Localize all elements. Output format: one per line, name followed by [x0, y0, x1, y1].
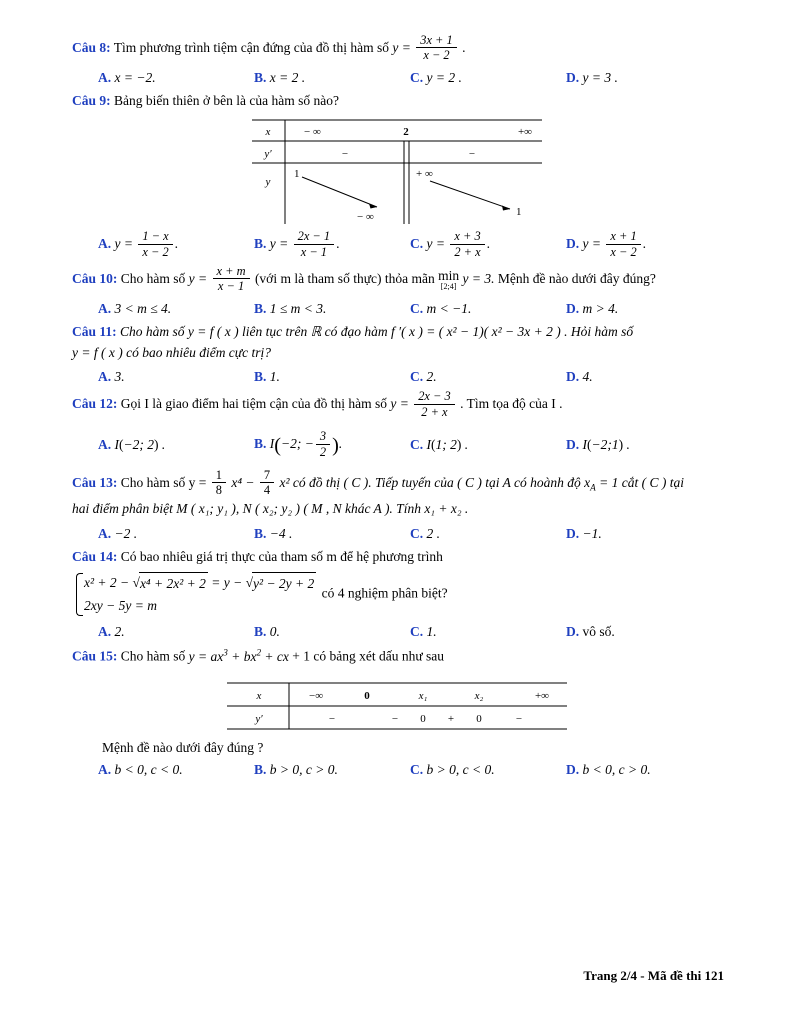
page-footer: Trang 2/4 - Mã đề thi 121 — [583, 968, 724, 983]
question-13 — [72, 469, 722, 541]
option-10-A-text: 3 < m ≤ 4. — [114, 300, 172, 316]
option-15-D-text: b < 0, c > 0. — [582, 761, 651, 777]
option-8-C-letter: C. — [410, 69, 424, 85]
option-8-A-letter: A. — [98, 69, 112, 85]
option-14-C[interactable] — [410, 624, 566, 640]
question-10-min — [438, 269, 459, 292]
option-14-A-letter: A. — [98, 624, 112, 640]
question-12-frac-den: 2 + x — [421, 404, 448, 419]
option-10-A-letter: A. — [98, 300, 112, 316]
question-13-frac-2 — [260, 468, 274, 498]
option-10-C[interactable] — [410, 301, 566, 317]
option-9-C-den: 2 + x — [454, 244, 481, 259]
option-9-C-tail: . — [486, 236, 491, 252]
question-13-frac-1 — [212, 468, 226, 498]
option-10-B[interactable] — [254, 301, 410, 317]
question-11-options — [72, 369, 722, 385]
option-8-D[interactable] — [566, 70, 722, 86]
option-15-A[interactable] — [98, 762, 254, 778]
svg-text:−: − — [341, 148, 349, 161]
question-15-text: Cho hàm số $y = ax^3 + bx^2$ + cx + 1 có bảng xét dấu như sau — [120, 647, 445, 664]
question-13-label: Câu 13: — [72, 474, 118, 490]
question-13-options — [72, 526, 722, 542]
question-12-formula: y = $\frac{2x - 3}{2 + x}$ — [390, 396, 460, 411]
svg-text:x₂: x₂ — [474, 689, 484, 702]
option-9-D-den: x − 2 — [610, 244, 637, 259]
option-12-C[interactable] — [410, 437, 566, 453]
variation-table-9 — [252, 119, 542, 224]
option-11-A-text: 3. — [114, 369, 125, 385]
question-13-line-1c: x² có đồ thị ( C ). Tiếp tuyến của ( C ) tại A có hoành độ x — [279, 474, 591, 490]
option-11-C[interactable] — [410, 369, 566, 385]
svg-text:+∞: +∞ — [534, 689, 549, 702]
question-15-sign-table-wrap — [72, 682, 722, 732]
question-13-line-2: hai điểm phân biệt M ( x₁; y₁ ), N ( x₂; y₂ ) ( M , N khác A ). Tính x₁ + x₂ . — [72, 500, 469, 516]
svg-text:+ ∞: + ∞ — [416, 168, 433, 181]
svg-text:y: y — [265, 176, 271, 189]
option-13-A-letter: A. — [98, 525, 112, 541]
question-12-text-2: . Tìm tọa độ của I . — [460, 396, 563, 412]
option-11-D-text: 4. — [582, 369, 593, 385]
question-12-text-1: Gọi I là giao điểm hai tiệm cận của đồ thị hàm số — [120, 396, 387, 412]
question-8-stem — [72, 34, 722, 64]
question-8-text: Tìm phương trình tiệm cận đứng của đồ thị hàm số — [113, 39, 390, 55]
option-9-D-tail: . — [642, 236, 647, 252]
question-12-stem — [72, 390, 722, 420]
option-15-C-letter: C. — [410, 761, 424, 777]
option-13-B-letter: B. — [254, 525, 267, 541]
question-13-frac-1-num: 1 — [212, 468, 226, 483]
sign-table-15 — [227, 682, 567, 732]
option-9-B-den: x − 1 — [300, 244, 328, 259]
option-9-C[interactable]: C. y = $\frac{x + 3}{2 + x}$ . — [410, 229, 491, 259]
question-8-frac-num: 3x + 1 — [416, 33, 457, 48]
question-11-stem — [72, 322, 722, 343]
option-15-B-letter: B. — [254, 761, 267, 777]
option-15-A-letter: A. — [98, 761, 112, 777]
option-14-D-letter: D. — [566, 624, 580, 640]
option-14-B[interactable] — [254, 624, 410, 640]
option-10-C-text: m < −1. — [426, 300, 472, 316]
svg-text:− ∞: − ∞ — [357, 211, 374, 224]
option-13-D-text: −1. — [582, 525, 602, 541]
question-8-formula: y = $\frac{3x + 1}{x - 2}$ . — [392, 33, 466, 63]
option-11-C-text: 2. — [426, 369, 437, 385]
svg-text:0: 0 — [364, 689, 370, 702]
option-8-D-letter: D. — [566, 69, 580, 85]
option-12-D-text: I(−2;1) . — [582, 437, 630, 453]
option-14-C-text: 1. — [426, 624, 437, 640]
question-11-line-2-wrap — [72, 343, 722, 364]
question-13-line-1-sub: A — [590, 482, 596, 493]
option-14-B-letter: B. — [254, 624, 267, 640]
question-15-note: Mệnh đề nào dưới đây đúng ? — [102, 739, 264, 755]
question-12-label: Câu 12: — [72, 396, 118, 412]
option-12-A-letter: A. — [98, 437, 112, 453]
question-10 — [72, 265, 722, 317]
question-8 — [72, 34, 722, 86]
option-10-C-letter: C. — [410, 300, 424, 316]
option-9-B-tail: . — [336, 236, 340, 252]
option-9-A-tail: . — [174, 236, 179, 252]
sign-table-15-svg — [227, 682, 567, 732]
svg-text:y′: y′ — [264, 148, 272, 161]
option-10-D-text: m > 4. — [582, 300, 619, 316]
option-11-B-letter: B. — [254, 369, 267, 385]
option-14-D-text: vô số. — [582, 624, 615, 640]
question-12-options — [72, 426, 722, 464]
option-8-C-text: y = 2 . — [426, 69, 462, 85]
question-13-line-1b: x⁴ − — [231, 474, 255, 490]
option-8-B-letter: B. — [254, 69, 267, 85]
option-9-B-num: 2x − 1 — [294, 229, 335, 244]
question-9-stem — [72, 91, 722, 112]
question-15-label: Câu 15: — [72, 648, 118, 664]
option-8-D-text: y = 3 . — [582, 69, 618, 85]
question-14-sys-row1-sqrt: x⁴ + 2x² + 2 — [139, 572, 208, 596]
question-13-stem — [72, 469, 722, 499]
question-14-options — [72, 624, 722, 640]
svg-text:1: 1 — [294, 168, 300, 181]
option-15-A-text: b < 0, c < 0. — [114, 761, 183, 777]
option-13-D-letter: D. — [566, 525, 580, 541]
question-14-sys-row1-b: = y − — [207, 575, 246, 591]
svg-text:0: 0 — [476, 712, 482, 725]
option-14-B-text: 0. — [269, 624, 280, 640]
variation-table-9-svg — [252, 119, 542, 224]
option-12-C-letter: C. — [410, 437, 424, 453]
option-11-C-letter: C. — [410, 369, 424, 385]
question-9-variation-table-wrap — [72, 119, 722, 224]
option-15-D[interactable] — [566, 762, 722, 778]
question-11-line-1: Cho hàm số y = f ( x ) liên tục trên ℝ có đạo hàm f ′( x ) = ( x² − 1)( x² − 3x + 2 ) . Hỏi hàm số — [120, 323, 634, 339]
question-8-frac-den: x − 2 — [423, 48, 450, 63]
question-14-sys-row1-a: x² + 2 − — [84, 575, 133, 591]
question-14-stem — [72, 547, 722, 568]
option-13-C-letter: C. — [410, 525, 424, 541]
question-10-min-sub: [2;4] — [440, 281, 457, 291]
question-15-stem — [72, 645, 722, 667]
option-9-A[interactable]: A. y = $\frac{1 - x}{x - 2}$ . — [98, 229, 179, 259]
option-10-B-letter: B. — [254, 300, 267, 316]
option-12-B-text: I(−2; − $\frac{3}{2}$ ). — [269, 429, 343, 459]
svg-text:−: − — [391, 712, 399, 725]
option-12-B-letter: B. — [254, 436, 267, 452]
option-12-A[interactable] — [98, 437, 254, 453]
svg-text:−: − — [515, 712, 523, 725]
question-14-system-row-2: 2xy − 5y = m — [84, 598, 157, 614]
question-12-frac-num: 2x − 3 — [414, 389, 455, 404]
svg-text:x₁: x₁ — [418, 689, 428, 702]
question-10-frac-num: x + m — [213, 264, 250, 279]
question-14-sys-row1-sqrt2: y² − 2y + 2 — [252, 572, 316, 596]
option-10-B-text: 1 ≤ m < 3. — [269, 300, 327, 316]
question-11 — [72, 322, 722, 386]
option-13-C-text: 2 . — [426, 525, 440, 541]
option-14-A-text: 2. — [114, 624, 125, 640]
option-9-D[interactable]: D. y = $\frac{x + 1}{x - 2}$ . — [566, 229, 647, 259]
option-8-A[interactable] — [98, 70, 254, 86]
question-11-label: Câu 11: — [72, 323, 117, 339]
option-9-A-num: 1 − x — [138, 229, 172, 244]
option-11-B[interactable] — [254, 369, 410, 385]
option-9-B-letter: B. — [254, 236, 267, 252]
svg-text:−: − — [328, 712, 336, 725]
option-10-D[interactable] — [566, 301, 722, 317]
option-15-D-letter: D. — [566, 761, 580, 777]
question-11-line-2: y = f ( x ) có bao nhiêu điểm cực trị? — [72, 344, 272, 360]
question-15 — [72, 645, 722, 777]
option-13-D[interactable] — [566, 526, 722, 542]
option-10-D-letter: D. — [566, 300, 580, 316]
question-15-options — [72, 762, 722, 778]
question-14-line-1: Có bao nhiêu giá trị thực của tham số m để hệ phương trình — [120, 548, 443, 564]
question-10-text-3: Mệnh đề nào dưới đây đúng? — [497, 270, 656, 286]
option-11-B-text: 1. — [269, 369, 280, 385]
option-11-A[interactable] — [98, 369, 254, 385]
question-10-text-1: Cho hàm số — [120, 270, 186, 286]
question-10-options — [72, 301, 722, 317]
option-12-C-text: I(1; 2) . — [426, 437, 469, 453]
question-12 — [72, 390, 722, 464]
option-14-A[interactable] — [98, 624, 254, 640]
question-13-frac-2-num: 7 — [260, 468, 274, 483]
option-12-D[interactable] — [566, 437, 722, 453]
svg-text:0: 0 — [420, 712, 426, 725]
question-9-text: Bảng biến thiên ở bên là của hàm số nào? — [114, 92, 339, 108]
option-15-C-text: b > 0, c < 0. — [426, 761, 495, 777]
option-9-A-letter: A. — [98, 236, 112, 252]
option-9-D-num: x + 1 — [606, 229, 640, 244]
question-10-label: Câu 10: — [72, 270, 118, 286]
question-13-line-2-wrap — [72, 499, 722, 520]
option-14-C-letter: C. — [410, 624, 424, 640]
question-14-system — [74, 571, 316, 618]
option-11-A-letter: A. — [98, 369, 112, 385]
question-13-frac-1-den: 8 — [215, 483, 222, 498]
question-13-line-1a: Cho hàm số y = — [120, 474, 207, 490]
option-11-D[interactable] — [566, 369, 722, 385]
option-12-A-text: I(−2; 2) . — [114, 437, 166, 453]
question-10-min-expr: y = 3. — [462, 270, 495, 286]
question-8-options — [72, 70, 722, 86]
question-9 — [72, 91, 722, 260]
question-10-text-2: (với m là tham số thực) thỏa mãn — [254, 270, 435, 286]
option-9-C-letter: C. — [410, 236, 424, 252]
question-9-options — [72, 230, 722, 260]
option-8-C[interactable] — [410, 70, 566, 86]
option-9-C-num: x + 3 — [450, 229, 484, 244]
svg-text:− ∞: − ∞ — [304, 126, 321, 139]
option-13-C[interactable] — [410, 526, 566, 542]
option-11-D-letter: D. — [566, 369, 580, 385]
exam-content — [72, 34, 722, 783]
question-14-label: Câu 14: — [72, 548, 118, 564]
option-15-C[interactable] — [410, 762, 566, 778]
svg-text:1: 1 — [516, 206, 522, 219]
option-13-B-text: −4 . — [269, 525, 293, 541]
svg-text:y′: y′ — [255, 712, 263, 725]
question-8-label: Câu 8: — [72, 39, 111, 55]
option-9-A-den: x − 2 — [142, 244, 169, 259]
option-15-B[interactable] — [254, 762, 410, 778]
option-13-B[interactable] — [254, 526, 410, 542]
option-9-B[interactable]: B. y = $\frac{2x - 1}{x - 1}$ . — [254, 229, 340, 259]
svg-text:+∞: +∞ — [517, 126, 532, 139]
svg-text:x: x — [265, 126, 271, 139]
question-10-frac-den: x − 1 — [217, 279, 245, 294]
question-14-system-wrap — [72, 571, 722, 618]
question-13-line-1d: = 1 cắt ( C ) tại — [595, 474, 684, 490]
option-8-B[interactable] — [254, 70, 410, 86]
svg-text:x: x — [256, 689, 262, 702]
option-12-B[interactable] — [254, 430, 410, 460]
question-10-formula: y = $\frac{x + m}{x - 1}$ — [189, 271, 255, 286]
option-12-D-letter: D. — [566, 437, 580, 453]
question-14-system-row-1: x² + 2 − √x⁴ + 2x² + 2 = y − √y² − 2y + 2 — [84, 571, 316, 595]
question-10-stem — [72, 265, 722, 295]
option-15-B-text: b > 0, c > 0. — [269, 761, 338, 777]
svg-text:−∞: −∞ — [309, 689, 324, 702]
question-10-min-label: min — [438, 267, 460, 283]
option-9-D-letter: D. — [566, 236, 580, 252]
question-14 — [72, 547, 722, 641]
svg-text:−: − — [468, 148, 476, 161]
option-14-D[interactable] — [566, 624, 722, 640]
option-13-A-text: −2 . — [114, 525, 138, 541]
option-10-A[interactable] — [98, 301, 254, 317]
question-14-tail: có 4 nghiệm phân biệt? — [321, 585, 448, 601]
svg-text:+: + — [447, 712, 455, 725]
question-13-frac-2-den: 4 — [263, 483, 271, 498]
option-8-A-text: x = −2. — [114, 69, 156, 85]
option-8-B-text: x = 2 . — [269, 69, 306, 85]
option-13-A[interactable] — [98, 526, 254, 542]
question-9-label: Câu 9: — [72, 92, 111, 108]
svg-text:2: 2 — [403, 126, 409, 139]
